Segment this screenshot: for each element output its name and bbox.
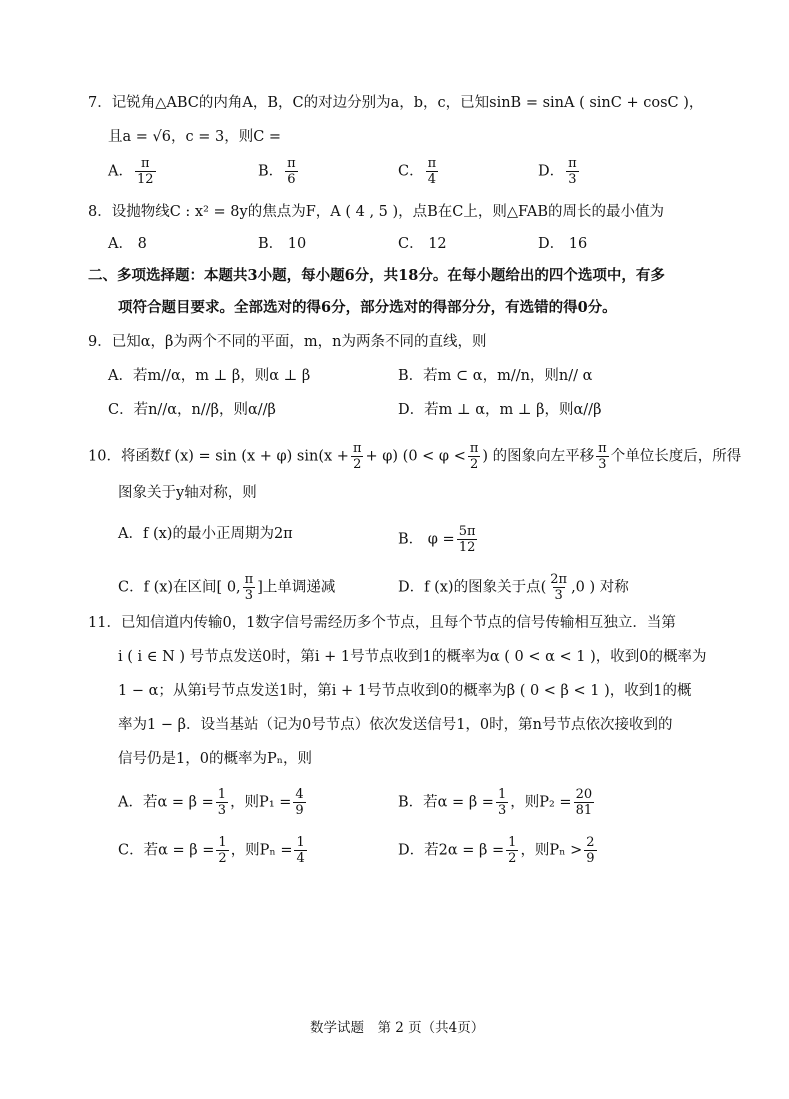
q11-option-a: A．若α = β = $\frac{1}{3}$ ，则P₁ = $\frac{4}{9}$ <box>118 787 304 818</box>
q8-option-b: B． 10 <box>258 236 307 252</box>
q7-line1: 7．记锐角△ABC的内角A，B，C的对边分别为a，b，c，已知sinB = sinA ( sinC + cosC )， <box>88 95 704 111</box>
q9-line1: 9．已知α，β为两个不同的平面，m，n为两条不同的直线，则 <box>88 334 487 350</box>
q7-option-b: B． $\frac{\pi}{6}$ <box>258 156 296 187</box>
section2-heading-line2: 项符合题目要求。全部选对的得6分，部分选对的得部分分，有选错的得0分。 <box>118 299 617 316</box>
q10-option-c: C．f (x)在区间[ 0, $\frac{\pi}{3}$ ]上单调递减 <box>118 572 336 603</box>
q11-option-b: B．若α = β = $\frac{1}{3}$ ，则P₂ = $\frac{20}{81}$ <box>398 787 593 818</box>
q8-line1: 8．设抛物线C : x² = 8y的焦点为F，A ( 4 , 5 )，点B在C上，则△FAB的周长的最小值为 <box>88 204 664 220</box>
q10-option-d: D．f (x)的图象关于点( $\frac{2\pi}{3}$ ,0 ) 对称 <box>398 572 629 603</box>
q11-option-c: C．若α = β = $\frac{1}{2}$ ，则Pₙ = $\frac{1}{4}$ <box>118 835 305 866</box>
q8-option-d: D． 16 <box>538 236 588 252</box>
q7-option-c: C． $\frac{\pi}{4}$ <box>398 156 437 187</box>
q10-line1: 10．将函数f (x) = sin (x + φ) sin(x + $\frac{\pi}{2}$ + φ) (0 < φ < $\frac{\pi}{2}$ ) 的图象向左平移 $\frac{\pi}{3}$ 个单位长度后，所得 <box>88 441 742 472</box>
q11-line2: i ( i ∈ N ) 号节点发送0时，第i + 1号节点收到1的概率为α ( 0 < α < 1 )，收到0的概率为 <box>118 649 707 665</box>
q7-line2: 且a = √6，c = 3，则C = <box>108 129 282 145</box>
q8-option-c: C． 12 <box>398 236 447 252</box>
q9-option-b: B．若m ⊂ α，m//n，则n// α <box>398 368 593 384</box>
q11-line4: 率为1 − β．设当基站（记为0号节点）依次发送信号1，0时，第n号节点依次接收到的 <box>118 717 673 733</box>
q10-option-b: B． φ = $\frac{5\pi}{12}$ <box>398 524 476 555</box>
q11-option-d: D．若2α = β = $\frac{1}{2}$ ，则Pₙ > $\frac{2}{9}$ <box>398 835 595 866</box>
q9-option-d: D．若m ⊥ α，m ⊥ β，则α//β <box>398 402 602 418</box>
q11-line5: 信号仍是1，0的概率为Pₙ，则 <box>118 751 312 767</box>
q10-line2: 图象关于y轴对称，则 <box>118 485 257 501</box>
section2-heading-line1: 二、多项选择题：本题共3小题，每小题6分，共18分。在每小题给出的四个选项中，有多 <box>88 267 665 284</box>
q7-option-a: A． $\frac{\pi}{12}$ <box>108 156 154 187</box>
q11-line1: 11．已知信道内传输0，1数字信号需经历多个节点，且每个节点的信号传输相互独立．当第 <box>88 615 676 631</box>
q8-option-a: A． 8 <box>108 236 147 252</box>
q9-option-a: A．若m//α，m ⊥ β，则α ⊥ β <box>108 368 311 384</box>
q11-line3: 1 − α；从第i号节点发送1时，第i + 1号节点收到0的概率为β ( 0 < β < 1 )，收到1的概 <box>118 683 692 699</box>
q10-option-a: A．f (x)的最小正周期为2π <box>118 526 293 542</box>
page-footer: 数学试题 第 2 页（共4页） <box>310 1020 485 1036</box>
q7-option-d: D． $\frac{\pi}{3}$ <box>538 156 577 187</box>
q9-option-c: C．若n//α，n//β，则α//β <box>108 402 276 418</box>
